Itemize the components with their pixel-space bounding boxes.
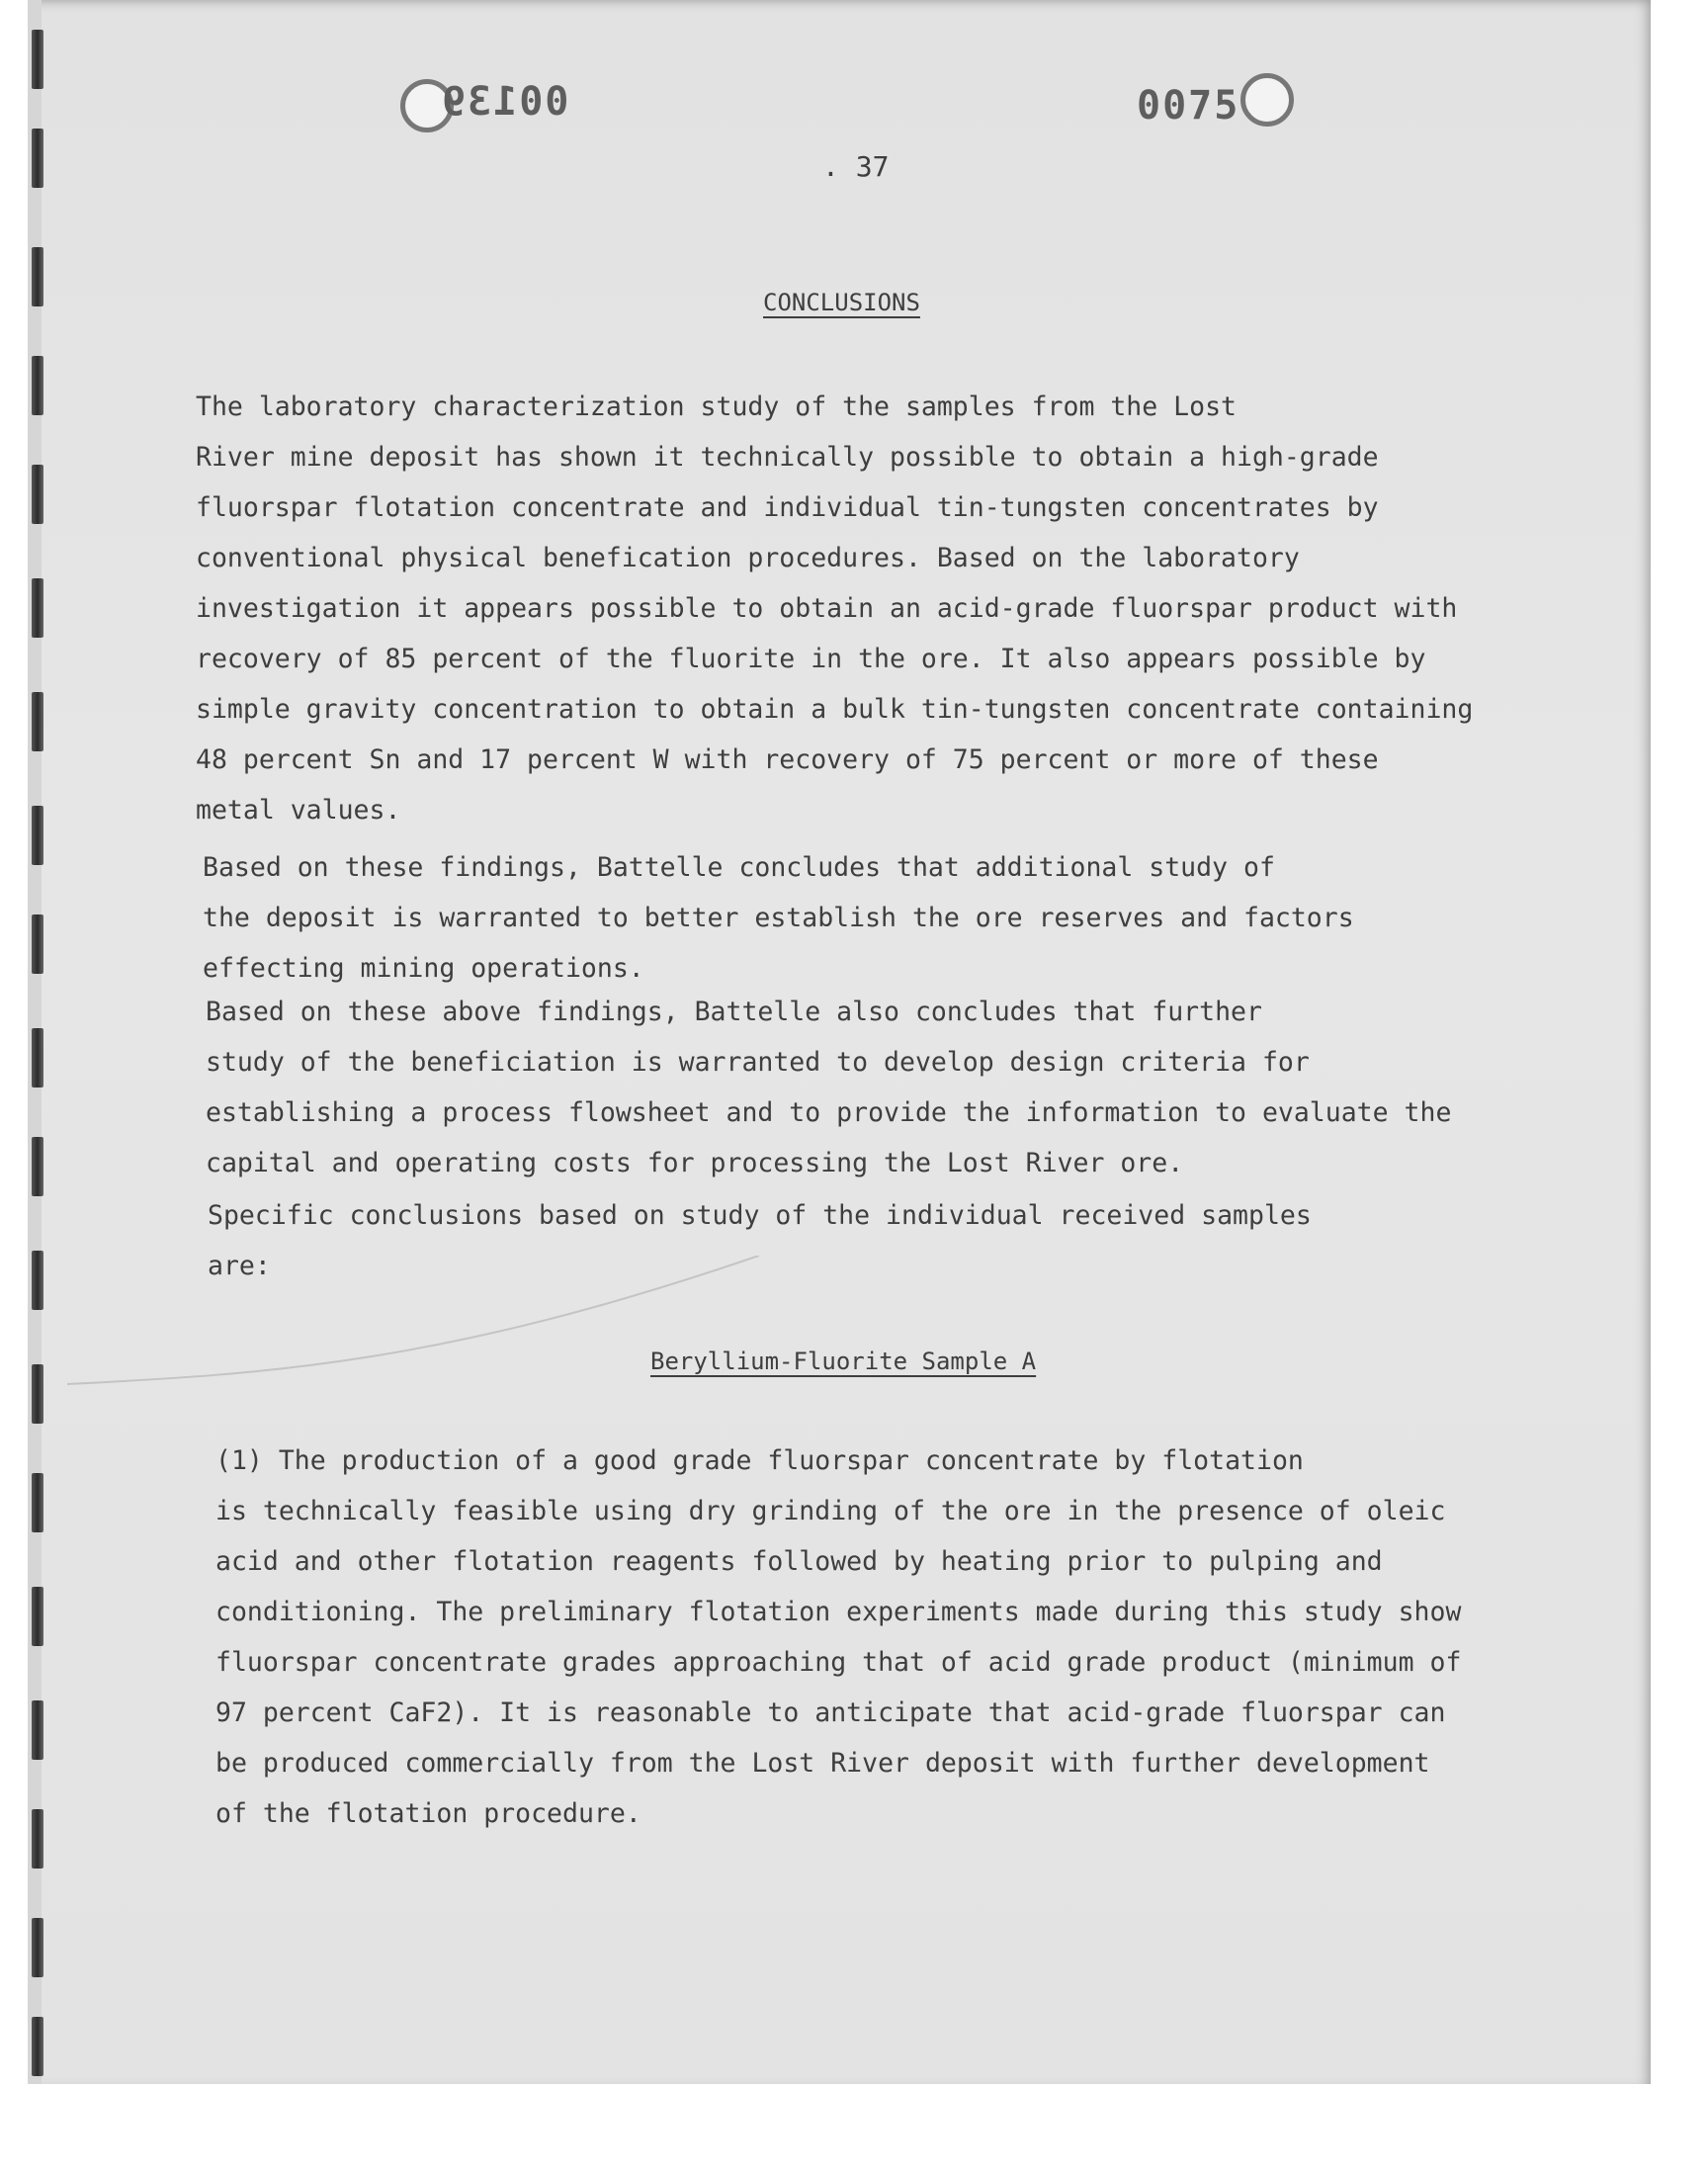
section-heading: CONCLUSIONS (763, 289, 920, 316)
paragraph: The laboratory characterization study of the samples from the Lost River mine deposit has shown it technically possible to obtain a high-grade fluorspar flotation concentrate and individual tin-tungsten concentrates by conventional physical benefication procedures. Based on the laboratory investigation it appears possible to obtain an acid-grade fluorspar product with recovery of 85 percent of the fluorite in the ore. It also appears possible by simple gravity concentration to obtain a bulk tin-tungsten concentrate containing 48 percent Sn and 17 percent W with recovery of 75 percent or more of these metal values. (196, 392, 1474, 826)
binding-hole (32, 692, 43, 751)
binding-hole (32, 247, 43, 306)
binding-hole (32, 1251, 43, 1310)
binding-hole (32, 2017, 43, 2076)
binding-hole (32, 1364, 43, 1424)
binding-hole (32, 129, 43, 188)
binding-hole (32, 806, 43, 865)
numbered-conclusion: (1) The production of a good grade fluorspar concentrate by flotation is technically feasible using dry grinding of the ore in the presence of oleic acid and other flotation reagents followed by heating prior to pulping and conditioning. The preliminary flotation experiments made during this study show fluorspar concentrate grades approaching that of acid grade product (minimum of 97 percent CaF2). It is reasonable to anticipate that acid-grade fluorspar can be produced commercially from the Lost River deposit with further development of the flotation procedure. (215, 1445, 1462, 1829)
binding-hole (32, 1028, 43, 1088)
subsection-heading: Beryllium-Fluorite Sample A (650, 1348, 1037, 1375)
page-number: . 37 (822, 150, 890, 183)
binding-hole (32, 465, 43, 524)
binding-hole (32, 1587, 43, 1646)
paragraph: Specific conclusions based on study of the individual received samples are: (208, 1200, 1312, 1281)
paragraph: Based on these above findings, Battelle also concludes that further study of the beneficiation is warranted to develop design criteria for establishing a process flowsheet and to provide the information to evaluate the capital and operating costs for processing the Lost River ore. (206, 997, 1452, 1178)
document-number-stamp: 0075 (1137, 83, 1240, 129)
binding-hole (32, 1700, 43, 1760)
binding-hole (32, 30, 43, 89)
document-number-stamp: 00139 (440, 79, 569, 125)
punch-ring (1240, 73, 1294, 127)
binding-hole (32, 578, 43, 638)
binding-hole (32, 1918, 43, 1977)
binding-hole (32, 914, 43, 974)
binding-hole (32, 356, 43, 415)
binding-hole (32, 1137, 43, 1196)
paragraph: Based on these findings, Battelle concludes that additional study of the deposit is warranted to better establish the ore reserves and factors effecting mining operations. (203, 852, 1354, 984)
binding-hole (32, 1809, 43, 1869)
binding-hole (32, 1473, 43, 1532)
